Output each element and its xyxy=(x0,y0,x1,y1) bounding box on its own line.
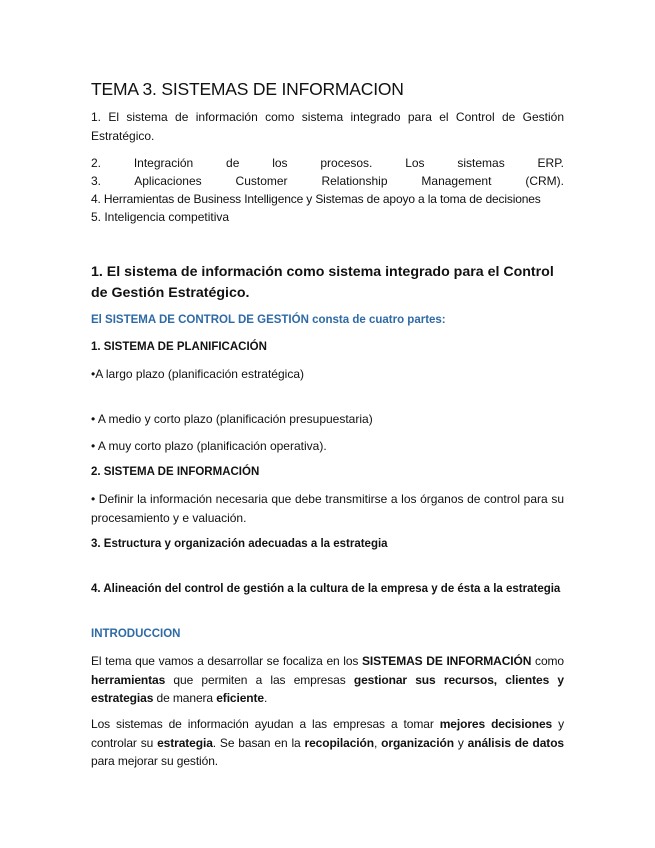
toc-item-5: 5. Inteligencia competitiva xyxy=(91,210,230,224)
intro-p1-text: como xyxy=(531,654,564,668)
intro-p2-bold: organización xyxy=(381,735,454,750)
section-1-subheading: El SISTEMA DE CONTROL DE GESTIÓN consta de cuatro partes: xyxy=(91,314,446,326)
intro-p1-bold: SISTEMAS DE INFORMACIÓN xyxy=(362,654,532,668)
intro-p1-bold: gestionar sus recursos, clientes y estrategias xyxy=(91,672,564,705)
toc-item-3: 3. Aplicaciones Customer Relationship Management (CRM). xyxy=(91,174,564,188)
intro-p1-text: El tema que vamos a desarrollar se focaliza en los xyxy=(91,654,363,668)
intro-p1-bold: eficiente xyxy=(216,691,265,705)
intro-p1-text: de manera xyxy=(153,691,217,705)
intro-p2-text: para mejorar su gestión. xyxy=(91,754,218,768)
intro-p2-text: Los sistemas de información ayudan a las empresas a tomar xyxy=(91,717,440,731)
part-2-title: 2. SISTEMA DE INFORMACIÓN xyxy=(91,466,260,478)
section-1-heading: 1. El sistema de información como sistema integrado para el Control de Gestión Estratégico. xyxy=(91,264,554,301)
intro-p2-bold: análisis de datos xyxy=(467,735,565,750)
intro-p1-text: . xyxy=(264,691,268,705)
intro-p2-bold: mejores decisiones xyxy=(439,717,553,731)
part-1-title: 1. SISTEMA DE PLANIFICACIÓN xyxy=(91,341,267,353)
part-1-bullet-2: • A medio y corto plazo (planificación presupuestaria) xyxy=(91,412,373,426)
intro-p2-bold: recopilación xyxy=(304,735,374,750)
toc-item-4: 4. Herramientas de Business Intelligence y Sistemas de apoyo a la toma de decisiones xyxy=(91,192,541,206)
intro-p2-text: . Se basan en la xyxy=(212,735,305,750)
intro-p1-text: que permiten a las empresas xyxy=(165,672,354,687)
part-1-bullet-3: • A muy corto plazo (planificación operativa). xyxy=(91,439,327,453)
part-1-bullet-1: •A largo plazo (planificación estratégica) xyxy=(91,367,304,381)
toc-item-1: 1. El sistema de información como sistema integrado para el Control de Gestión Estratégico. xyxy=(91,110,564,143)
page-title: TEMA 3. SISTEMAS DE INFORMACION xyxy=(91,79,404,99)
intro-p1-bold: herramientas xyxy=(91,672,166,687)
intro-p2-text: , xyxy=(374,735,382,750)
part-4-title: 4. Alineación del control de gestión a la cultura de la empresa y de ésta a la estrategia xyxy=(91,583,561,595)
intro-paragraph-2 xyxy=(91,715,564,771)
intro-p2-text: y xyxy=(453,735,468,750)
toc-item-2: 2. Integración de los procesos. Los sistemas ERP. xyxy=(91,156,564,170)
part-3-title: 3. Estructura y organización adecuadas a la estrategia xyxy=(91,538,388,550)
intro-p2-text: y controlar su xyxy=(91,717,564,750)
intro-paragraph-1 xyxy=(91,652,564,708)
intro-heading: INTRODUCCION xyxy=(91,628,181,640)
part-2-bullet-1: • Definir la información necesaria que debe transmitirse a los órganos de control para su procesamiento y e valuación. xyxy=(91,492,564,525)
intro-p2-bold: estrategia xyxy=(157,735,213,750)
